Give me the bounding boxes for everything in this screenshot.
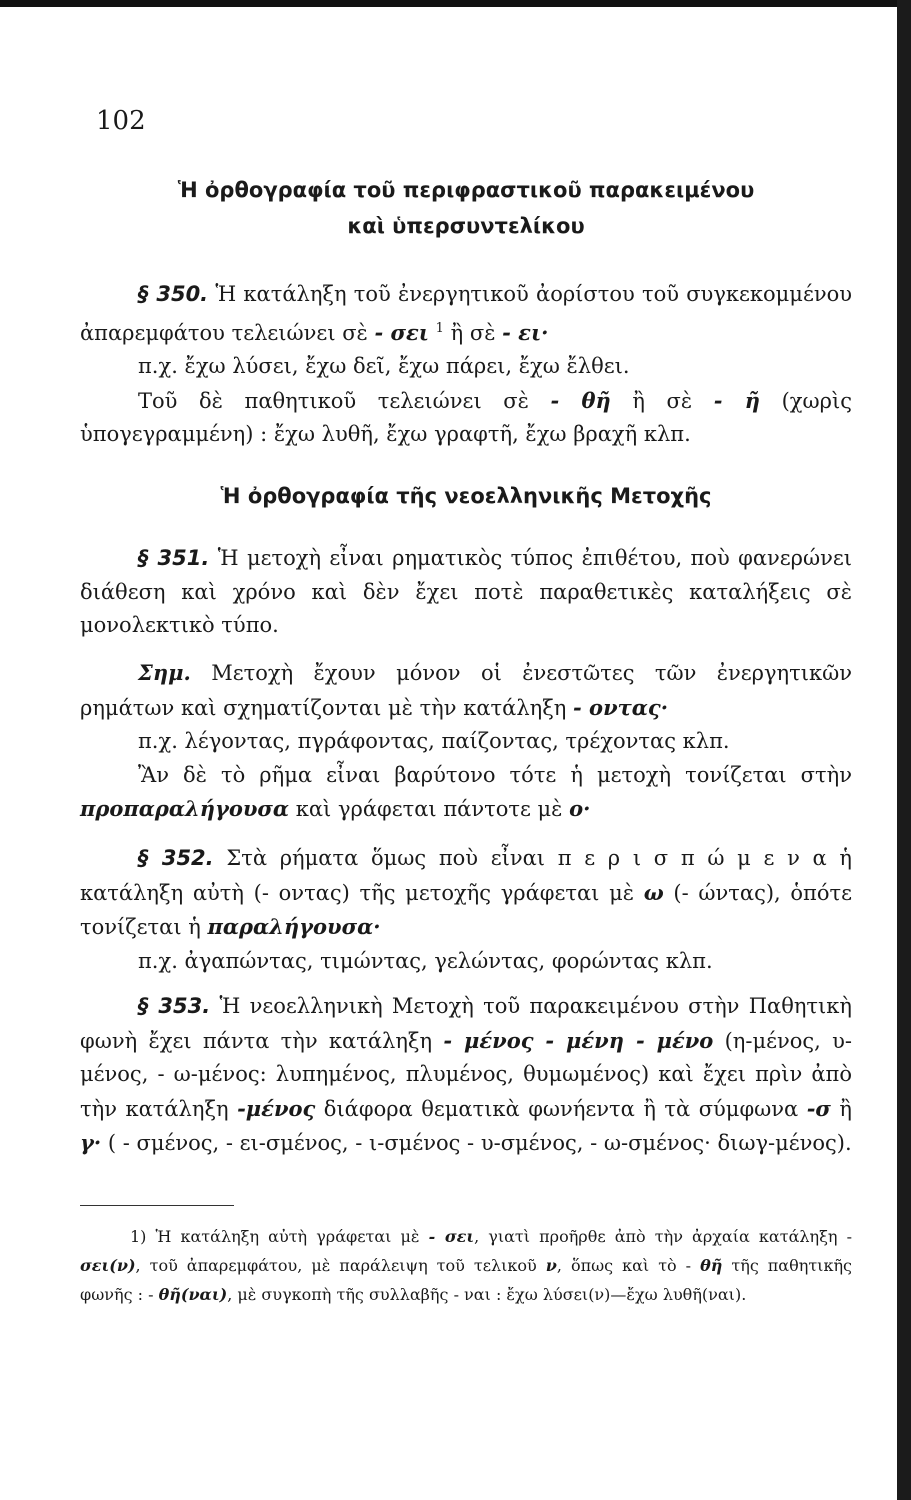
note-para-2: Ἂν δὲ τὸ ρῆμα εἶναι βαρύτονο τότε ἡ μετοχὴ τονίζεται στὴν προπαραλήγουσα καὶ γράφεται πάντοτε μὲ ο· bbox=[80, 762, 852, 821]
note-para-1: Σημ. Μετοχὴ ἔχουν μόνον οἱ ἐνεστῶτες τῶν ἐνεργητικῶν ρημάτων καὶ σχηματίζονται μὲ τὴν κατάληξη - οντας· bbox=[80, 660, 852, 720]
footnote-separator bbox=[80, 1205, 234, 1206]
section-350-para-2: Τοῦ δὲ παθητικοῦ τελειώνει σὲ - θῆ ἢ σὲ - ῆ (χωρὶς ὑπογεγραμμένη) : ἔχω λυθῆ, ἔχω γραφτῆ, ἔχω βραχῆ κλπ. bbox=[80, 387, 852, 446]
note-label: Σημ. bbox=[138, 660, 191, 685]
section-number: § 353. bbox=[138, 994, 211, 1018]
book-page bbox=[80, 0, 852, 1500]
section-351: § 351. Ἡ μετοχὴ εἶναι ρηματικὸς τύπος ἐπιθέτου, ποὺ φανερώνει διάθεση καὶ χρόνο καὶ δὲν ἔχει ποτὲ παραθετικὲς καταλήξεις σὲ μονολεκτικὸ τύπο. bbox=[80, 546, 852, 637]
footnote: 1) Ἡ κατάληξη αὐτὴ γράφεται μὲ - σει, γιατὶ προῆρθε ἀπὸ τὴν ἀρχαία κατάληξη - σει(ν), τοῦ ἀπαρεμφάτου, μὲ παράλειψη τοῦ τελικοῦ ν, ὅπως καὶ τὸ - θῆ τῆς παθητικῆς φωνῆς : - θῆ(ναι), μὲ συγκοπὴ τῆς συλλαβῆς - ναι : ἔχω λύσει(ν)—ἔχω λυθῆ(ναι). bbox=[80, 1227, 853, 1304]
section-352-example: π.χ. ἀγαπώντας, τιμώντας, γελώντας, φορώντας κλπ. bbox=[138, 948, 713, 973]
page-number: 102 bbox=[96, 106, 146, 136]
section-352: § 352. Στὰ ρήματα ὅμως ποὺ εἶναι π ε ρ ι σ π ώ μ ε ν α ἡ κατάληξη αὐτὴ (- οντας) τῆς μετοχῆς γράφεται μὲ ω (- ώντας), ὁπότε τονίζεται ἡ παραλήγουσα· π.χ. ἀγαπώντας, τιμώντας, γελώντας, φορώντας κλπ. bbox=[80, 842, 852, 978]
section-350-example: π.χ. ἔχω λύσει, ἔχω δεῖ, ἔχω πάρει, ἔχω ἔλθει. bbox=[138, 354, 630, 378]
section-350 bbox=[80, 278, 852, 452]
footnote-mark: 1) bbox=[130, 1227, 147, 1246]
section-number: § 351. bbox=[138, 546, 210, 570]
section-353: § 353. Ἡ νεοελληνικὴ Μετοχὴ τοῦ παρακειμένου στὴν Παθητικὴ φωνὴ ἔχει πάντα τὴν κατάληξη - μένος - μένη - μένο (η-μένος, υ-μένος, - ω-μένος: λυπημένος, πλυμένος, θυμωμένος) καὶ ἔχει πρὶν ἀπὸ τὴν κατάληξη -μένος διάφορα θεματικὰ φωνήεντα ἢ τὰ σύμφωνα -σ ἢ γ· ( - σμένος, - ει-σμένος, - ι-σμένος - υ-σμένος, - ω-σμένος· διωγ-μένος). bbox=[80, 994, 852, 1155]
note-example: π.χ. λέγοντας, πγράφοντας, παίζοντας, τρέχοντας κλπ. bbox=[138, 729, 730, 753]
footnote-ref: 1 bbox=[435, 320, 444, 336]
note-block bbox=[80, 656, 852, 827]
scan-right-edge bbox=[897, 0, 911, 1500]
heading-participle: Ἡ ὀρθογραφία τῆς νεοελληνικῆς Μετοχῆς bbox=[220, 484, 712, 508]
section-number: § 350. bbox=[138, 282, 209, 306]
heading-periphrastic-perfect bbox=[80, 172, 852, 244]
section-350-para-1: § 350. Ἡ κατάληξη τοῦ ἐνεργητικοῦ ἀορίστου τοῦ συγκεκομμένου ἀπαρεμφάτου τελειώνει σὲ - σει $^1$ ἢ σὲ - ει· bbox=[80, 282, 852, 345]
section-number: § 352. bbox=[138, 846, 214, 870]
heading-line-2: καὶ ὑπερσυντελίκου bbox=[347, 214, 585, 238]
heading-line-1: Ἡ ὀρθογραφία τοῦ περιφραστικοῦ παρακειμένου bbox=[177, 178, 755, 202]
